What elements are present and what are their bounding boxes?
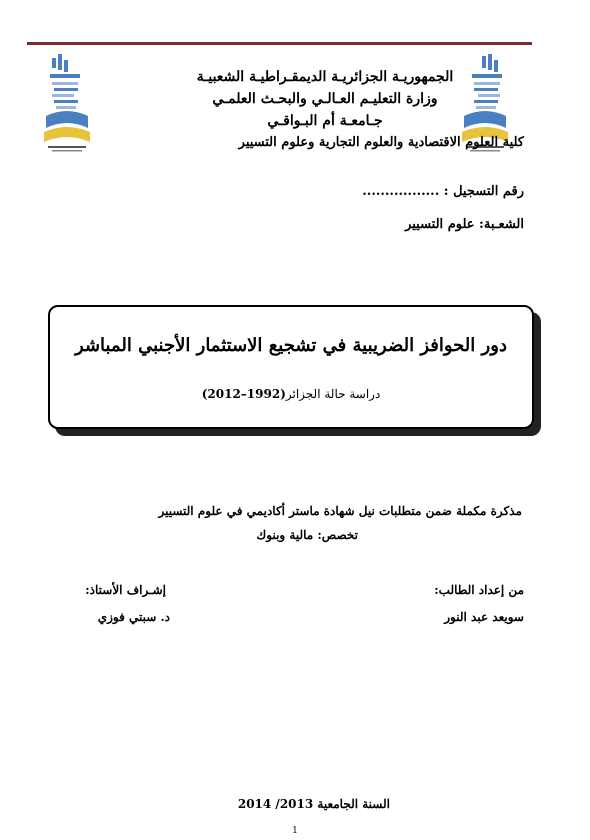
memo-statement: مذكرة مكملة ضمن متطلبات نيل شهادة ماستر أكاديمي في علوم التسيير <box>158 504 522 518</box>
registration-number: رقم التسجيل : ................. <box>362 184 524 199</box>
header-ministry: وزارة التعليـم العـالـي والبحـث العلمـي <box>212 91 438 107</box>
branch-label: الشعـبة: علوم التسيير <box>405 217 524 232</box>
university-logo-icon <box>38 52 96 158</box>
case-study-years: (1992–2012) <box>201 387 286 401</box>
supervisor-name: د. سبتي فوزي <box>97 610 170 624</box>
header-university: جـامعـة أم البـواقـي <box>267 113 383 129</box>
case-study <box>50 387 532 401</box>
supervisor-label: إشـراف الأستاذ: <box>85 583 166 597</box>
header-republic: الجمهوريـة الجزائريـة الديمقـراطيـة الشعبيـة <box>196 69 454 85</box>
student-name: سويعد عبد النور <box>444 610 524 624</box>
prepared-by-label: من إعداد الطالب: <box>434 583 524 597</box>
specialty: تخصص: مالية وبنوك <box>256 528 358 542</box>
academic-year: السنة الجامعية 2013/ 2014 <box>237 797 390 811</box>
case-study-prefix: دراسة حالة الجزائر <box>285 387 381 401</box>
institution-header <box>160 66 524 154</box>
thesis-title-box <box>48 305 534 429</box>
top-rule <box>27 42 532 45</box>
thesis-title: دور الحوافز الضريبية في تشجيع الاستثمار الأجنبي المباشر <box>75 335 507 356</box>
header-faculty: كلية العلوم الاقتصادية والعلوم التجارية وعلوم التسيير <box>238 135 524 150</box>
page-number: 1 <box>292 826 298 836</box>
